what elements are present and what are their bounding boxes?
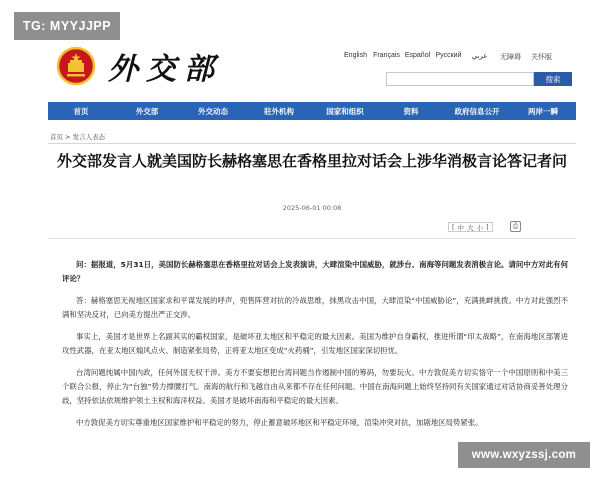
article-paragraph: 中方敦促美方切实尊重地区国家维护和平稳定的努力，停止蓄意破坏地区和平稳定环境，渲染冲突对抗，加剧地区局势紧张。	[76, 418, 483, 427]
search-button[interactable]: 搜索	[534, 72, 572, 86]
watermark-bottom: www.wxyzssj.com	[458, 442, 590, 468]
divider	[48, 143, 576, 144]
article-question: 问：据报道，5月31日，美国防长赫格塞思在香格里拉对话会上发表演讲，大肆渲染中国威胁，就涉台、南海等问题发表消极言论。请问中方对此有何评论？	[62, 260, 568, 283]
article-paragraph: 台湾问题纯属中国内政，任何外国无权干涉。美方不要妄想把台湾问题当作遏制中国的筹码，勿要玩火。中方敦促美方切实恪守一个中国原则和中美三个联合公报，停止为“台独”势力撑腰打气。南海的航行和飞越自由从来都不存在任何问题。中国在南海问题上始终坚持同有关国家通过对话协商妥善处理分歧，坚持依法依规维护领土主权和海洋权益。美国才是破坏南海和平稳定的最大因素。	[62, 368, 568, 405]
nav-ministry[interactable]: 外交部	[135, 106, 159, 116]
lang-care-mode[interactable]: 关怀版	[531, 54, 552, 61]
lang-accessible[interactable]: 无障碍	[500, 54, 521, 61]
language-bar	[340, 52, 557, 62]
nav-home[interactable]: 首页	[73, 106, 89, 116]
main-nav	[48, 102, 576, 120]
national-emblem-icon	[56, 46, 96, 86]
font-size-switcher	[448, 222, 493, 232]
article-paragraph: 事实上，美国才是世界上名副其实的霸权国家，是破坏亚太地区和平稳定的最大因素。美国为维护自身霸权，推进所谓“印太战略”，在南海地区部署进攻性武器，在亚太地区煽风点火、制造紧张局势，正将亚太地区变成“火药桶”，引发地区国家深切担忧。	[62, 332, 568, 355]
font-small-button[interactable]: 小	[476, 223, 484, 232]
lang-french[interactable]: Français	[373, 52, 400, 59]
lang-russian[interactable]: Русский	[435, 52, 462, 59]
print-icon[interactable]: ⎙	[510, 221, 521, 232]
divider	[48, 238, 576, 239]
font-large-button[interactable]: 中	[457, 223, 465, 232]
font-medium-button[interactable]: 大	[467, 223, 474, 232]
article-paragraph: 答：赫格塞思无视地区国家求和平谋发展的呼声，兜售阵营对抗的冷战思维，抹黑攻击中国，大肆渲染“中国威胁论”，充满挑衅挑拨。中方对此强烈不满和坚决反对，已向美方提出严正交涉。	[62, 296, 568, 319]
nav-gov-info[interactable]: 政府信息公开	[454, 106, 500, 116]
lang-arabic[interactable]: عربي	[471, 53, 488, 60]
nav-resources[interactable]: 资料	[403, 106, 419, 116]
bracket-close: ]	[486, 223, 489, 231]
watermark-top: TG: MYYJJPP	[14, 12, 120, 40]
nav-cross-strait[interactable]: 两岸一瞬	[528, 106, 558, 116]
search-input[interactable]	[386, 72, 534, 86]
site-logo-text[interactable]: 外交部	[108, 52, 222, 87]
nav-missions[interactable]: 驻外机构	[264, 106, 294, 116]
lang-english[interactable]: English	[344, 52, 367, 59]
nav-news[interactable]: 外交动态	[198, 106, 228, 116]
article-body	[62, 258, 568, 438]
page-title: 外交部发言人就美国防长赫格塞思在香格里拉对话会上涉华消极言论答记者问	[56, 152, 567, 170]
publish-date: 2025-06-01 00:08	[282, 204, 342, 212]
lang-spanish[interactable]: Español	[404, 52, 431, 59]
bracket-open: [	[452, 223, 455, 231]
nav-countries[interactable]: 国家和组织	[326, 106, 364, 116]
breadcrumb[interactable]: 首页 > 发言人表态	[50, 133, 106, 141]
